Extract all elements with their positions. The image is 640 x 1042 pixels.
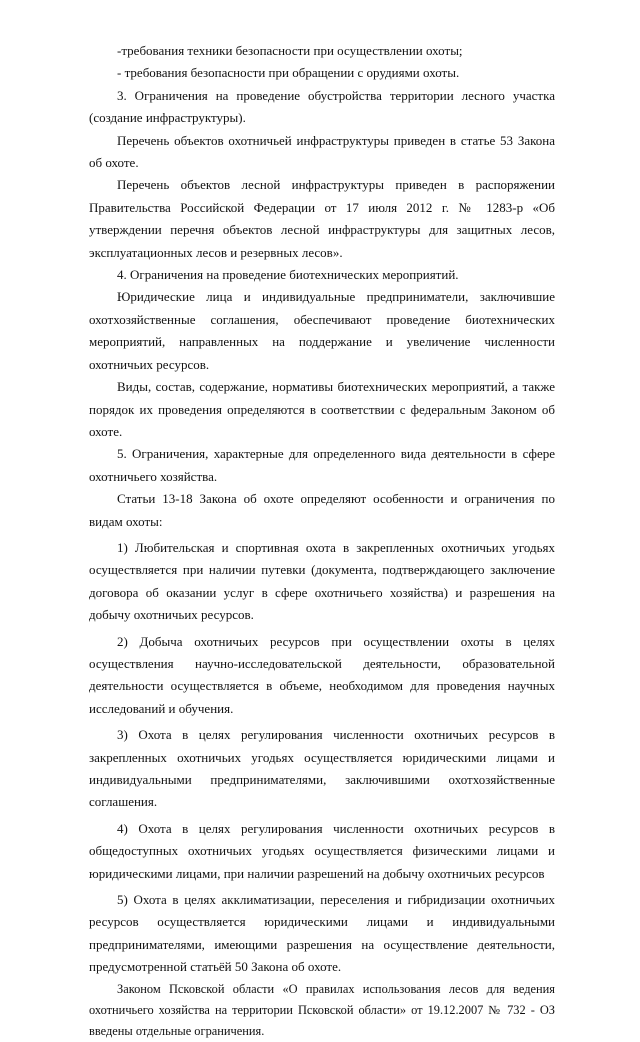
paragraph-restriction-4: 4. Ограничения на проведение биотехнических мероприятий.: [117, 267, 459, 283]
paragraph-articles-13-18: Статьи 13-18 Закона об охоте определяют особенности и ограничения по видам охоты:: [89, 491, 555, 529]
paragraph-restriction-5: 5. Ограничения, характерные для определенного вида деятельности в сфере охотничьего хозяйства.: [89, 446, 555, 484]
paragraph-biotech-entities: Юридические лица и индивидуальные предприниматели, заключившие охотхозяйственные соглашения, обеспечивают проведение биотехнических мероприятий, направленных на поддержание и увеличение численности охотничьих ресурсов.: [89, 289, 555, 372]
paragraph-item-2: 2) Добыча охотничьих ресурсов при осуществлении охоты в целях осуществления научно-исследовательской деятельности, образовательной деятельности осуществляется в объеме, необходимом для проведения научных исследований и обучения.: [89, 633, 555, 716]
paragraph-safety-hunting: -требования техники безопасности при осуществлении охоты;: [117, 43, 463, 58]
paragraph-item-1: 1) Любительская и спортивная охота в закрепленных охотничьих угодьях осуществляется при наличии путевки (документа, подтверждающего заключение договора об оказании услуг в сфере охотничьего хозяйства) и разрешения на добычу охотничьих ресурсов.: [89, 539, 555, 623]
paragraph-item-3: 3) Охота в целях регулирования численности охотничьих ресурсов в закрепленных охотничьих угодьях осуществляется юридическими лицами и индивидуальными предпринимателями, заключившими охотхозяйственные соглашения.: [89, 727, 555, 810]
paragraph-forest-infrastructure: Перечень объектов лесной инфраструктуры приведен в распоряжении Правительства Российской Федерации от 17 июля 2012 г. № 1283-р «Об утверждении перечня объектов лесной инфраструктуры для защитных лесов, эксплуатационных лесов и резервных лесов».: [89, 177, 555, 260]
paragraph-biotech-types: Виды, состав, содержание, нормативы биотехнических мероприятий, а также порядок их проведения определяются в соответствии с федеральным Законом об охоте.: [89, 379, 555, 439]
paragraph-hunting-infrastructure: Перечень объектов охотничьей инфраструктуры приведен в статье 53 Закона об охоте.: [89, 132, 555, 171]
paragraph-pskov-law: Законом Псковской области «О правилах использования лесов для ведения охотничьего хозяйства на территории Псковской области» от 19.12.2007 № 732 - ОЗ введены отдельные ограничения.: [89, 981, 555, 1038]
paragraph-safety-weapons: - требования безопасности при обращении с орудиями охоты.: [117, 65, 460, 81]
paragraph-restriction-3: 3. Ограничения на проведение обустройства территории лесного участка (создание инфраструктуры).: [89, 87, 555, 126]
paragraph-item-5: 5) Охота в целях акклиматизации, переселения и гибридизации охотничьих ресурсов осуществляется юридическими лицами и индивидуальными предпринимателями, имеющими разрешения на осуществление деятельности, предусмотренной статьёй 50 Закона об охоте.: [89, 892, 555, 975]
document-page: [89, 40, 555, 1042]
paragraph-item-4: 4) Охота в целях регулирования численности охотничьих ресурсов в общедоступных охотничьих угодьях осуществляется физическими лицами и юридическими лицами, при наличии разрешений на добычу охотничьих ресурсов: [89, 820, 555, 881]
